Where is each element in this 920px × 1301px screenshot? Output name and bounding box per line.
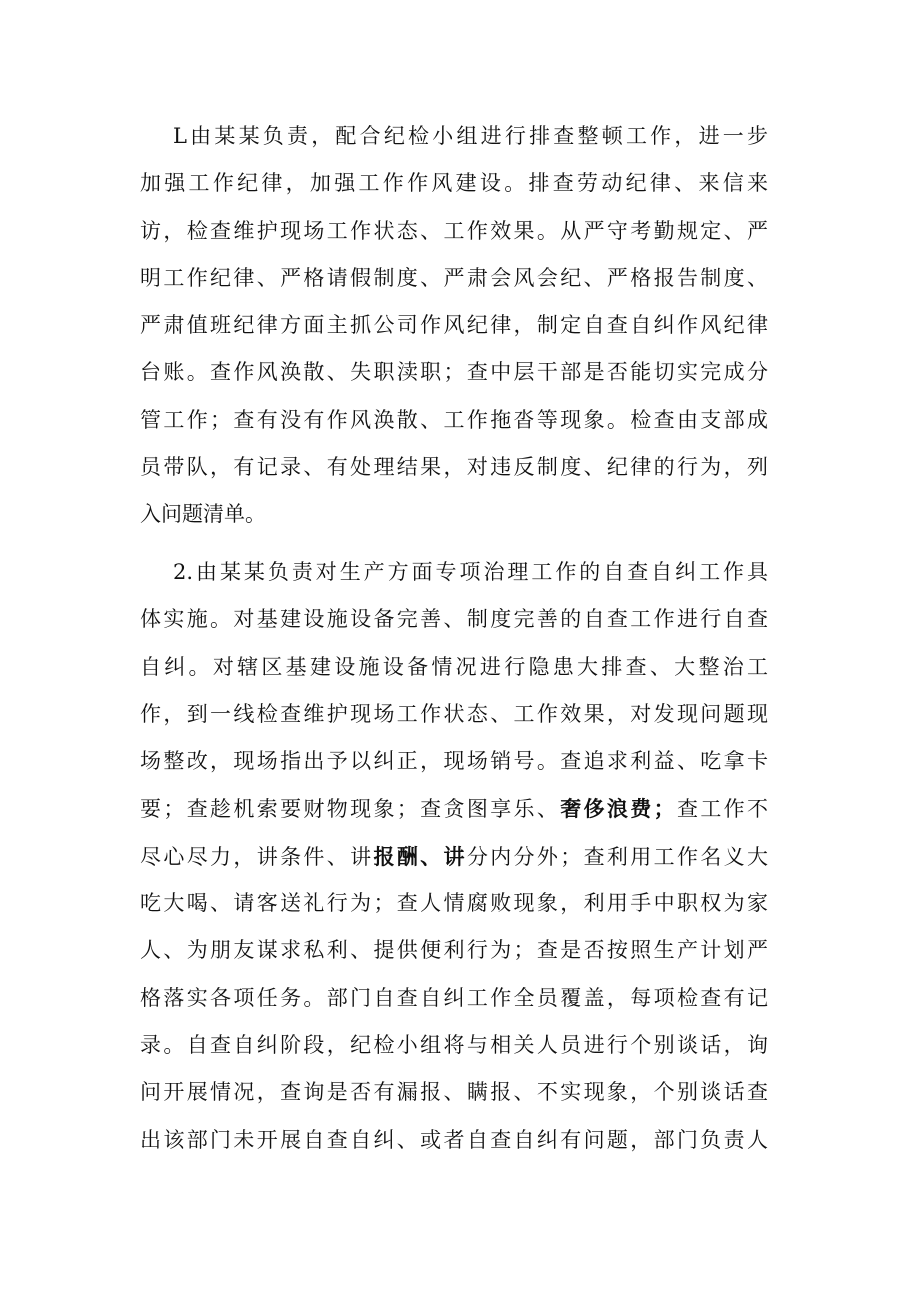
text-run: 尽心尽力，讲条件、讲 [140,844,374,869]
paragraph-line: 加强工作纪律，加强工作作风建设。排查劳动纪律、来信来 [140,171,768,196]
paragraph-line: 入问题清单。 [140,502,266,527]
bold-text-run: 奢侈浪费； [560,796,675,822]
paragraph-line: 自纠。对辖区基建设施设备情况进行隐患大排查、大整治工 [140,654,768,679]
paragraph-line: 明工作纪律、严格请假制度、严肃会风会纪、严格报告制度、 [140,265,768,290]
text-run: 查工作不 [674,797,769,822]
paragraph-line: 台账。查作风涣散、失职渎职；查中层干部是否能切实完成分 [140,360,768,385]
paragraph-line: 2.由某某负责对生产方面专项治理工作的自查自纠工作具 [173,560,768,584]
paragraph-line-with-bold [140,833,768,880]
paragraph-line: 管工作；查有没有作风涣散、工作拖沓等现象。检查由支部成 [140,407,768,432]
paragraph-line: L由某某负责，配合纪检小组进行排查整顿工作，进一步 [173,124,768,148]
paragraph-line: 人、为朋友谋求私利、提供便利行为；查是否按照生产计划严 [140,938,768,963]
paragraph-line: 员带队，有记录、有处理结果，对违反制度、纪律的行为，列 [140,455,768,480]
paragraph-line: 访，检查维护现场工作状态、工作效果。从严守考勤规定、严 [140,218,768,243]
paragraph-line: 吃大喝、请客送礼行为；查人情腐败现象，利用手中职权为家 [140,891,768,916]
paragraph-line: 出该部门未开展自查自纠、或者自查自纠有问题，部门负责人 [140,1127,768,1152]
text-run: 要；查趁机索要财物现象；查贪图享乐、 [140,797,561,822]
paragraph-line: 场整改，现场指出予以纠正，现场销号。查追求利益、吃拿卡 [140,749,768,774]
paragraph-line: 问开展情况，查询是否有漏报、瞒报、不实现象，个别谈话查 [140,1080,768,1105]
paragraph-2 [140,549,768,1164]
text-run: 分内分外；查利用工作名义大 [466,844,769,869]
paragraph-line: 严肃值班纪律方面主抓公司作风纪律，制定自查自纠作风纪律 [140,313,768,338]
paragraph-line: 体实施。对基建设施设备完善、制度完善的自查工作进行自查 [140,607,768,632]
paragraph-line: 格落实各项任务。部门自查自纠工作全员覆盖，每项检查有记 [140,985,768,1010]
paragraph-1 [140,113,768,539]
paragraph-line: 作，到一线检查维护现场工作状态、工作效果，对发现问题现 [140,701,768,726]
paragraph-line-with-bold [140,785,768,832]
paragraph-line: 录。自查自纠阶段，纪检小组将与相关人员进行个别谈话，询 [140,1032,768,1057]
bold-text-run: 报酬、讲 [373,843,467,869]
